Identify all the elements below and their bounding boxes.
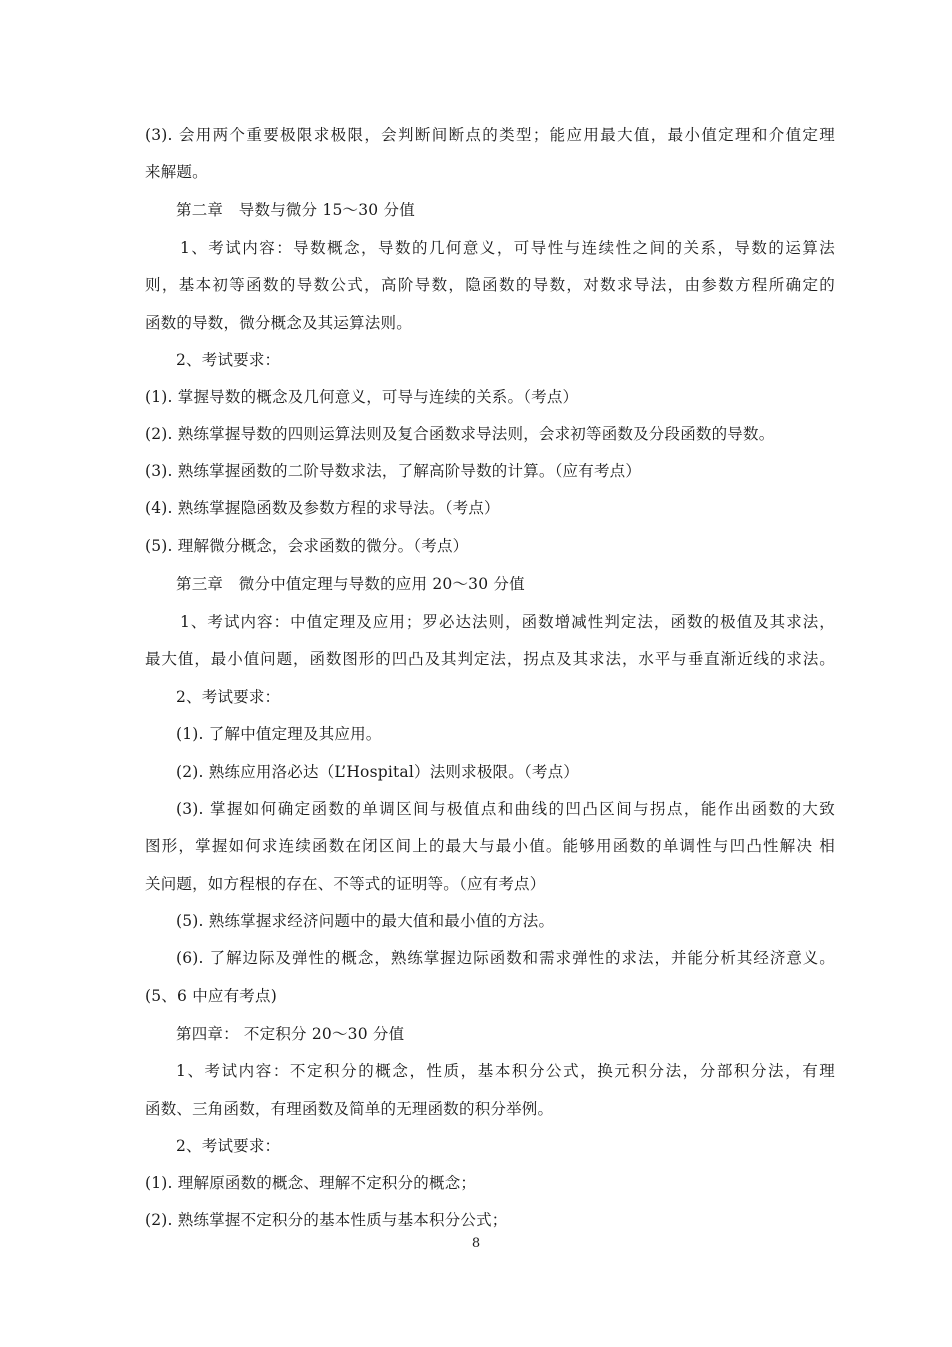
list-item: (1). 了解中值定理及其应用。 [176,725,382,743]
text-line: 1、考试内容：不定积分的概念，性质，基本积分公式，换元积分法，分部积分法，有理 [176,1062,835,1080]
list-item: (2). 熟练掌握导数的四则运算法则及复合函数求导法则，会求初等函数及分段函数的导数。 [145,425,775,443]
text-line: 1、考试内容：导数概念，导数的几何意义，可导性与连续性之间的关系，导数的运算法 [180,239,835,257]
text-line: 函数、三角函数，有理函数及简单的无理函数的积分举例。 [145,1100,554,1118]
text-line: 图形，掌握如何求连续函数在闭区间上的最大与最小值。能够用函数的单调性与凹凸性解决 相 [145,837,835,855]
list-item: (3). 熟练掌握函数的二阶导数求法，了解高阶导数的计算。（应有考点） [145,462,642,480]
list-item: (5). 熟练掌握求经济问题中的最大值和最小值的方法。 [176,912,555,930]
chapter-heading: 第四章： 不定积分 20～30 分值 [176,1025,405,1043]
list-item: (4). 熟练掌握隐函数及参数方程的求导法。（考点） [145,499,500,517]
text-line: (5、6 中应有考点) [145,987,277,1005]
section-heading: 2、考试要求： [176,688,281,706]
text-line: 则，基本初等函数的导数公式，高阶导数，隐函数的导数，对数求导法，由参数方程所确定的 [145,276,835,294]
list-item: (5). 理解微分概念，会求函数的微分。（考点） [145,537,469,555]
page-number: 8 [471,1236,481,1251]
chapter-heading: 第三章 微分中值定理与导数的应用 20～30 分值 [176,575,525,593]
text-line: 最大值，最小值问题，函数图形的凹凸及其判定法，拐点及其求法，水平与垂直渐近线的求法。 [145,650,835,668]
list-item: (1). 理解原函数的概念、理解不定积分的概念； [145,1174,477,1192]
section-heading: 2、考试要求： [176,351,281,369]
section-heading: 2、考试要求： [176,1137,281,1155]
list-item: (1). 掌握导数的概念及几何意义，可导与连续的关系。（考点） [145,388,579,406]
list-item: (2). 熟练应用洛必达（L’Hospital）法则求极限。（考点） [176,763,579,781]
text-line: 关问题，如方程根的存在、不等式的证明等。（应有考点） [145,875,546,893]
text-line: 来解题。 [145,163,208,181]
list-item: (3). 掌握如何确定函数的单调区间与极值点和曲线的凹凸区间与拐点，能作出函数的大致 [176,800,835,818]
list-item: (2). 熟练掌握不定积分的基本性质与基本积分公式； [145,1211,508,1229]
chapter-heading: 第二章 导数与微分 15～30 分值 [176,201,415,219]
text-line: (3). 会用两个重要极限求极限，会判断间断点的类型；能应用最大值，最小值定理和介值定理 [145,126,835,144]
text-line: 1、考试内容：中值定理及应用；罗必达法则，函数增减性判定法，函数的极值及其求法， [180,613,835,631]
list-item: (6). 了解边际及弹性的概念，熟练掌握边际函数和需求弹性的求法，并能分析其经济意义。 [176,949,835,967]
text-line: 函数的导数，微分概念及其运算法则。 [145,314,412,332]
